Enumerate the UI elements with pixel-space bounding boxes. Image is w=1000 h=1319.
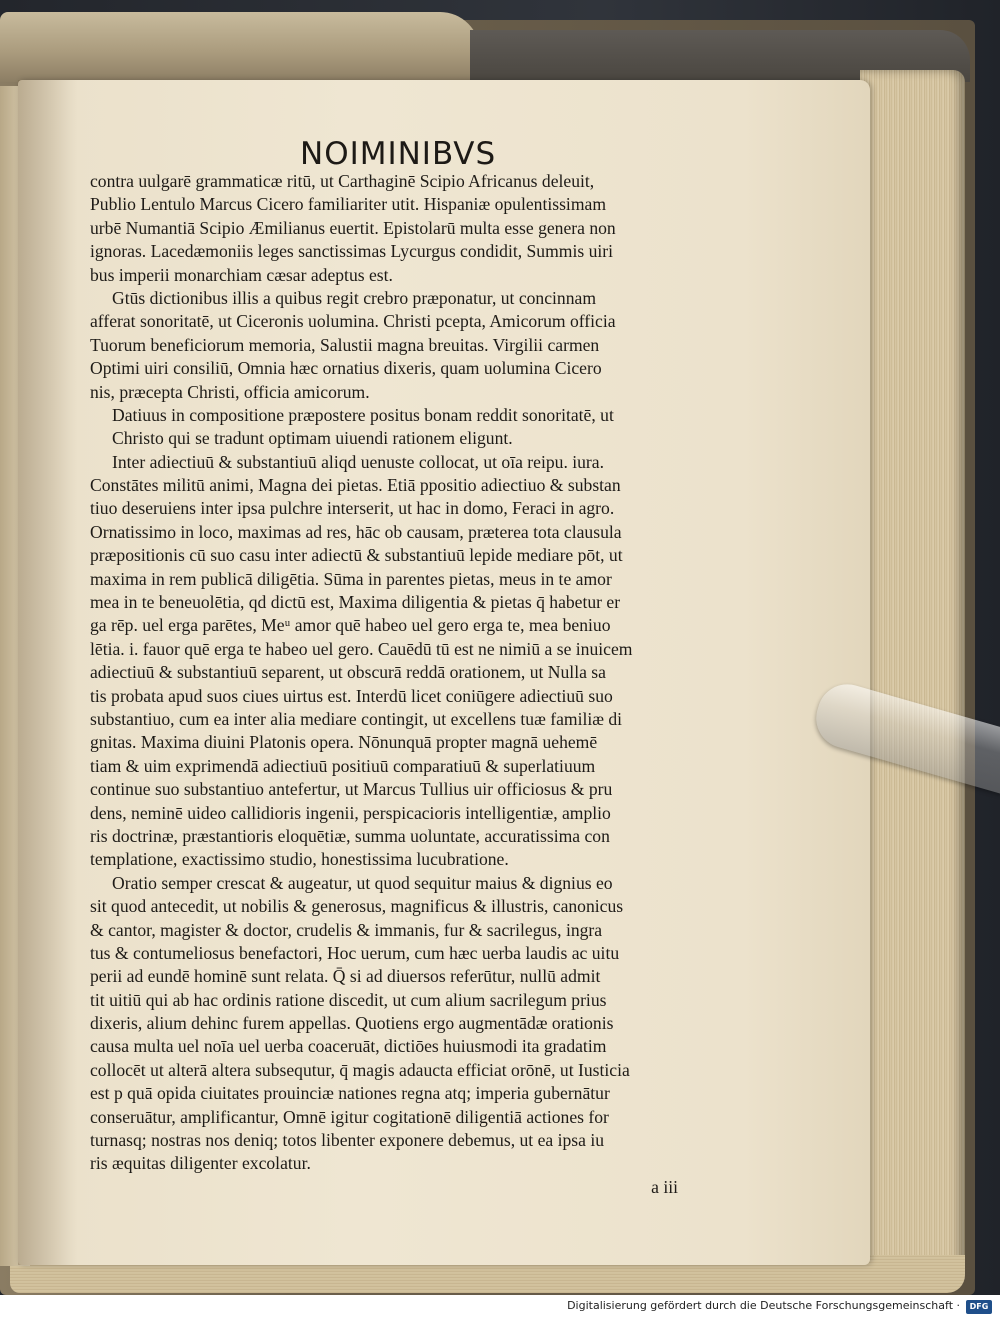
text-line: Gtūs dictionibus illis a quibus regit crebro præponatur, ut concinnam: [112, 287, 597, 308]
text-line: bus imperii monarchiam cæsar adeptus est.: [90, 264, 393, 285]
text-line: continue suo substantiuo antefertur, ut Marcus Tullius uir officiosus & pru: [90, 779, 613, 800]
text-line: collocēt ut alterā altera subsequtur, q̄ magis adaucta efficiat orōnē, ut Iusticia: [90, 1059, 630, 1080]
text-line: Christo qui se tradunt optimam uiuendi rationem eligunt.: [112, 428, 513, 449]
text-line: Ornatissimo in loco, maximas ad res, hāc ob causam, præterea tota clausula: [90, 521, 622, 542]
text-line: Optimi uiri consiliū, Omnia hæc ornatius dixeris, quam uolumina Cicero: [90, 358, 602, 379]
text-line: Constātes militū animi, Magna dei pietas. Etiā ppositio adiectiuo & substan: [90, 475, 621, 496]
funding-credit: Digitalisierung gefördert durch die Deutsche Forschungsgemeinschaft ·: [567, 1299, 960, 1312]
footer-bar: [0, 1295, 1000, 1319]
page-gutter-shadow: [18, 80, 78, 1265]
text-line: Datiuus in compositione præpostere positus bonam reddit sonoritatē, ut: [112, 404, 614, 425]
text-line: urbē Numantiā Scipio Æmilianus euertit. Epistolarū multa esse genera non: [90, 217, 616, 238]
text-line: & cantor, magister & doctor, crudelis & immanis, fur & sacrilegus, ingra: [90, 919, 603, 940]
text-line: mea in te beneuolētia, qd dictū est, Maxima diligentia & pietas q̄ habetur er: [90, 592, 621, 613]
text-line: Inter adiectiuū & substantiuū aliqd uenuste collocat, ut oīa reipu. iura.: [112, 451, 604, 472]
text-line: tus & contumeliosus benefactori, Hoc uerum, cum hæc uerba laudis ac uitu: [90, 942, 620, 963]
text-line: causa multa uel noīa uel uerba coaceruāt, dictiōes huiusmodi ita gradatim: [90, 1036, 607, 1057]
signature-mark: a iii: [651, 1176, 678, 1197]
text-line: tiuo deseruiens inter ipsa pulchre interserit, ut hac in domo, Feraci in agro.: [90, 498, 615, 519]
text-line: substantiuo, cum ea inter alia mediare contingit, ut excellens tuæ familiæ di: [90, 708, 623, 729]
text-line: maxima in rem publicā diligētia. Sūma in parentes pietas, meus in te amor: [90, 568, 612, 589]
text-line: dixeris, alium dehinc furem appellas. Quotiens ergo augmentādæ orationis: [90, 1013, 614, 1034]
text-line: contra uulgarē grammaticæ ritū, ut Carthaginē Scipio Africanus deleuit,: [90, 171, 595, 191]
text-line: tiam & uim exprimendā adiectiuū positiuū comparatiuū & superlatiuum: [90, 755, 596, 776]
dfg-logo: DFG: [966, 1300, 992, 1314]
book-spine-top: [0, 12, 480, 82]
text-line: præpositionis cū suo casu inter adiectū & substantiuū lepide mediare pōt, ut: [90, 545, 623, 566]
page-text: [90, 170, 730, 1199]
running-head: NOIMINIBVS: [300, 136, 497, 172]
text-line: templatione, exactissimo studio, honestissima lucubratione.: [90, 849, 509, 870]
text-line: perii ad eundē hominē sunt relata. Q̄ si ad diuersos referūtur, nullū admit: [90, 966, 601, 987]
text-line: tit uitiū qui ab hac ordinis ratione discedit, ut cum alium sacrilegum prius: [90, 989, 607, 1010]
page-leaves-edge: [860, 70, 965, 1285]
text-line: Oratio semper crescat & augeatur, ut quod sequitur maius & dignius eo: [112, 872, 613, 893]
text-line: conseruātur, amplificantur, Omnē igitur cogitationē diligentiā actiones for: [90, 1106, 609, 1127]
text-line: lētia. i. fauor quē erga te habeo uel gero. Cauēdū tū est ne nimiū a se inuicem: [90, 638, 633, 659]
text-line: Tuorum beneficiorum memoria, Salustii magna breuitas. Virgilii carmen: [90, 334, 600, 355]
text-line: gnitas. Maxima diuini Platonis opera. Nōnunquā propter magnā uehemē: [90, 732, 598, 753]
text-line: turnasq; nostras nos deniq; totos libenter exponere debemus, ut ea ipsa iu: [90, 1130, 605, 1151]
text-line: afferat sonoritatē, ut Ciceronis uolumina. Christi pcepta, Amicorum officia: [90, 311, 616, 332]
text-line: sit quod antecedit, ut nobilis & generosus, magnificus & illustris, canonicus: [90, 896, 624, 917]
text-line: ga rēp. uel erga parētes, Meᵘ amor quē habeo uel gero erga te, mea beniuo: [90, 615, 611, 636]
text-line: adiectiuū & substantiuū separent, ut obscurā reddā orationem, ut Nulla sa: [90, 662, 606, 683]
text-line: ris æquitas diligenter excolatur.: [90, 1153, 311, 1174]
text-line: ris doctrinæ, præstantioris eloquētiæ, summa uoluntate, accuratissima con: [90, 825, 610, 846]
text-line: ignoras. Lacedæmoniis leges sanctissimas Lycurgus condidit, Summis uiri: [90, 241, 614, 262]
text-line: tis probata apud suos ciues uirtus est. Interdū licet coniūgere adiectiuū suo: [90, 685, 613, 706]
text-line: Publio Lentulo Marcus Cicero familiariter utit. Hispaniæ opulentissimam: [90, 194, 607, 215]
text-line: est p quā opida ciuitates prouinciæ nationes regna atq; imperia gubernātur: [90, 1083, 610, 1104]
text-line: dens, neminē uideo callidioris ingenii, perspicacioris intelligentiæ, amplio: [90, 802, 611, 823]
text-line: nis, præcepta Christi, officia amicorum.: [90, 381, 370, 402]
